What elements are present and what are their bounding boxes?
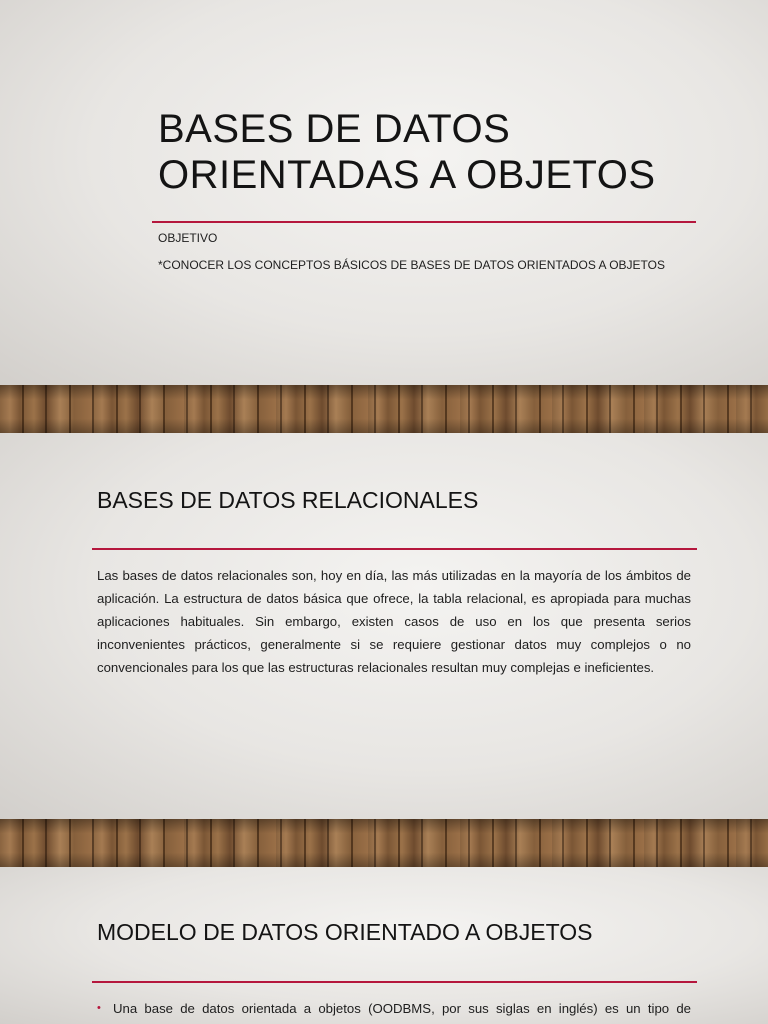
body-paragraph: Las bases de datos relacionales son, hoy en día, las más utilizadas en la mayoría de los ámbitos de aplicación. La estructura de datos básica que ofrece, la tabla relacional, es apropiada para muchas aplicaciones habituales. Sin embargo, existen casos de uso en los que presenta serios inconvenientes prácticos, generalmente si se requiere gestionar datos muy complejos o no convencionales para los que las estructuras relacionales resultan muy complejas e ineficientes. xyxy=(97,568,691,675)
objective-label: OBJETIVO xyxy=(158,231,218,245)
heading-divider xyxy=(92,548,697,550)
slide-title xyxy=(0,0,768,385)
objective-text: *CONOCER LOS CONCEPTOS BÁSICOS DE BASES DE DATOS ORIENTADOS A OBJETOS xyxy=(158,258,666,272)
list-item xyxy=(97,997,691,1020)
slide-heading: BASES DE DATOS RELACIONALES xyxy=(97,487,479,513)
wood-floor-divider xyxy=(0,819,768,867)
title-line-1: BASES DE DATOS xyxy=(158,107,511,151)
slide-title-heading xyxy=(158,106,656,198)
list-item-text: Una base de datos orientada a objetos (OODBMS, por sus siglas en inglés) es un tipo de xyxy=(113,1001,691,1016)
slide-heading: MODELO DE DATOS ORIENTADO A OBJETOS xyxy=(97,919,593,945)
title-divider xyxy=(152,221,696,223)
wood-floor-divider xyxy=(0,385,768,433)
heading-divider xyxy=(92,981,697,983)
slide-relational xyxy=(0,433,768,819)
bullet-icon: • xyxy=(97,1002,101,1014)
title-line-2: ORIENTADAS A OBJETOS xyxy=(158,153,656,197)
slide-oo-model xyxy=(0,867,768,1024)
